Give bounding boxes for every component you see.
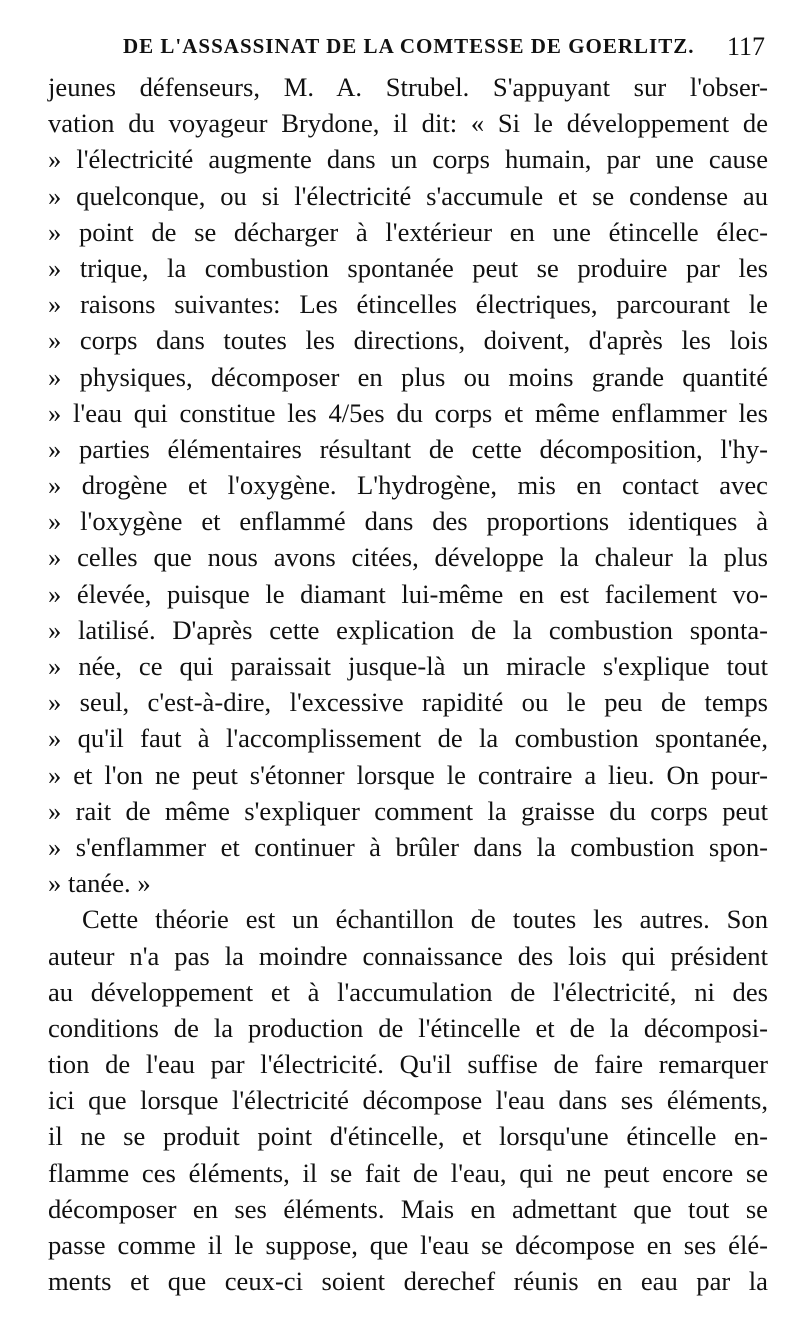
text-line: tion de l'eau par l'électricité. Qu'il suffise de faire remarquer [48, 1049, 768, 1080]
text-line: vation du voyageur Brydone, il dit: « Si le développement de [48, 108, 768, 139]
text-line: » latilisé. D'après cette explication de la combustion sponta- [48, 614, 768, 645]
text-line: » quelconque, ou si l'électricité s'accumule et se condense au [48, 180, 768, 211]
text-line: » physiques, décomposer en plus ou moins grande quantité [48, 361, 768, 392]
text-line: » née, ce qui paraissait jusque-là un miracle s'explique tout [48, 651, 768, 681]
text-line: passe comme il le suppose, que l'eau se décompose en ses élé- [48, 1230, 768, 1260]
text-line: auteur n'a pas la moindre connaissance des lois qui président [48, 940, 768, 971]
text-line: jeunes défenseurs, M. A. Strubel. S'appuyant sur l'obser- [48, 72, 768, 102]
text-line: » raisons suivantes: Les étincelles électriques, parcourant le [48, 289, 768, 320]
text-line: » élevée, puisque le diamant lui-même en est facilement vo- [48, 578, 768, 609]
page-number: 117 [726, 32, 765, 61]
text-line: ments et que ceux-ci soient derechef réunis en eau par la [48, 1266, 768, 1297]
text-line: il ne se produit point d'étincelle, et lorsqu'une étincelle en- [48, 1121, 768, 1152]
text-line: » celles que nous avons citées, développe la chaleur la plus [48, 542, 768, 573]
running-header [55, 34, 765, 70]
text-line: » point de se décharger à l'extérieur en une étincelle élec- [48, 216, 768, 247]
text-line: décomposer en ses éléments. Mais en admettant que tout se [48, 1193, 768, 1224]
text-line: » l'électricité augmente dans un corps humain, par une cause [48, 144, 768, 175]
text-line: » s'enflammer et continuer à brûler dans la combustion spon- [48, 831, 768, 862]
text-line: » parties élémentaires résultant de cette décomposition, l'hy- [48, 433, 768, 464]
text-line: » qu'il faut à l'accomplissement de la combustion spontanée, [48, 723, 768, 754]
text-line: conditions de la production de l'étincelle et de la décomposi- [48, 1012, 768, 1043]
text-line: » corps dans toutes les directions, doivent, d'après les lois [48, 325, 768, 356]
text-line: » l'eau qui constitue les 4/5es du corps et même enflammer les [48, 397, 768, 428]
text-line: au développement et à l'accumulation de l'électricité, ni des [48, 976, 768, 1007]
paragraph-first-line: Cette théorie est un échantillon de toutes les autres. Son [82, 904, 768, 935]
text-line: » seul, c'est-à-dire, l'excessive rapidité ou le peu de temps [48, 687, 768, 718]
text-line: » l'oxygène et enflammé dans des proportions identiques à [48, 506, 768, 537]
text-line: ici que lorsque l'électricité décompose l'eau dans ses éléments, [48, 1085, 768, 1116]
text-line: » rait de même s'expliquer comment la graisse du corps peut [48, 795, 768, 826]
text-line: » tanée. » [48, 868, 151, 899]
text-line: flamme ces éléments, il se fait de l'eau, qui ne peut encore se [48, 1157, 768, 1188]
text-line: » et l'on ne peut s'étonner lorsque le contraire a lieu. On pour- [48, 759, 768, 790]
body-text [48, 69, 768, 1299]
chapter-title: DE L'ASSASSINAT DE LA COMTESSE DE GOERLITZ. [123, 34, 695, 58]
text-line: » trique, la combustion spontanée peut se produire par les [48, 252, 768, 283]
text-line: » drogène et l'oxygène. L'hydrogène, mis en contact avec [48, 470, 768, 501]
